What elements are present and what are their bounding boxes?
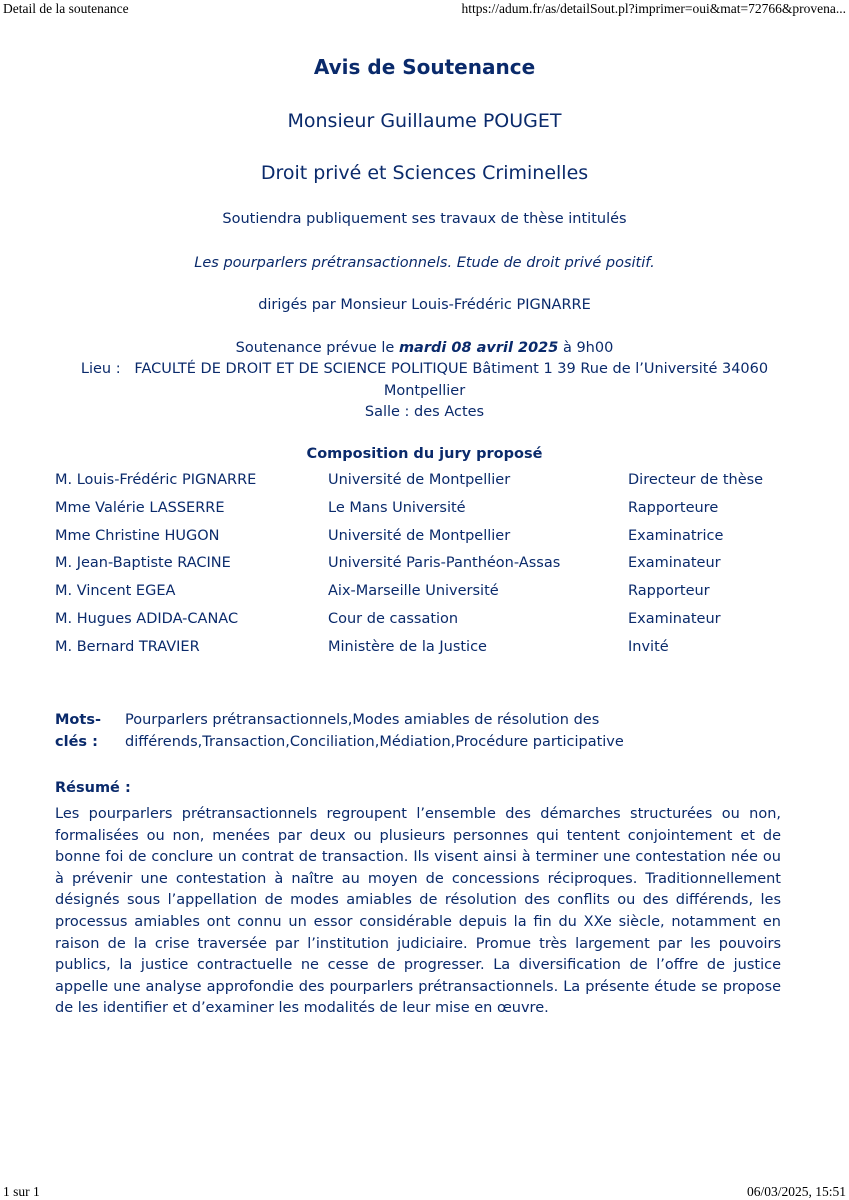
jury-member-name: M. Bernard TRAVIER [55,638,200,655]
jury-member-name: M. Hugues ADIDA-CANAC [55,610,239,627]
jury-member-name: M. Vincent EGEA [55,583,176,600]
location-line-2: Montpellier [383,383,466,399]
page-indicator: 1 sur 1 [3,1184,40,1199]
jury-member-role: Examinateur [628,555,721,572]
jury-member-role: Invité [628,638,669,655]
page-url[interactable]: https://adum.fr/as/detailSout.pl?imprimer=oui&mat=72766&provena... [461,1,846,16]
keywords-section [55,709,795,755]
jury-member-name: M. Jean-Baptiste RACINE [55,555,231,572]
supervisor-line: dirigés par Monsieur Louis-Frédéric PIGNARRE [258,297,591,313]
print-header [0,1,849,19]
print-timestamp: 06/03/2025, 15:51 [746,1184,846,1199]
jury-table [55,470,809,665]
jury-title: Composition du jury proposé [306,446,543,462]
jury-member-role: Rapporteur [628,583,710,600]
page-title: Detail de la soutenance [3,1,129,16]
jury-member-institution: Le Mans Université [328,499,466,516]
keywords-label: Mots-clés : [55,712,101,750]
intro-text: Soutiendra publiquement ses travaux de thèse intitulés [222,211,627,227]
jury-row [55,637,809,665]
discipline: Droit privé et Sciences Criminelles [260,162,589,184]
jury-member-institution: Université de Montpellier [328,527,511,544]
notice-title: Avis de Soutenance [313,55,536,79]
jury-row [55,609,809,637]
jury-member-institution: Université Paris-Panthéon-Assas [328,555,561,572]
jury-row [55,526,809,554]
date-prefix: Soutenance prévue le [235,340,399,356]
thesis-title: Les pourparlers prétransactionnels. Etude de droit privé positif. [194,255,655,271]
jury-member-role: Examinatrice [628,527,724,544]
location-line-1: Lieu : FACULTÉ DE DROIT ET DE SCIENCE POLITIQUE Bâtiment 1 39 Rue de l’Université 34060 [80,361,769,377]
defense-date: mardi 08 avril 2025 [398,340,559,356]
jury-member-role: Examinateur [628,610,721,627]
date-line [0,340,849,356]
jury-member-institution: Aix-Marseille Université [328,583,499,600]
date-suffix: à 9h00 [558,340,614,356]
jury-member-role: Directeur de thèse [628,472,764,488]
summary-text: Les pourparlers prétransactionnels regroupent l’ensemble des démarches structurées ou non, formalisées ou non, menées par deux ou plusieurs personnes qui tentent conjointement et de bonne foi de conclure un contrat de transaction. Ils visent ainsi à terminer une contestation née ou à prévenir une contestation à naître au moyen de concessions réciproques. Traditionnellement désignés sous l’appellation de modes amiables de résolution des conflits ou des différends, les processus amiables ont connu un essor considérable depuis la fin du XXe siècle, notamment en raison de la crise traversée par l’institution judiciaire. Promue très largement par les pouvoirs publics, la justice contractuelle ne cesse de progresser. La diversification de l’offre de justice appelle une analyse approfondie des pourparlers prétransactionnels. La présente étude se propose de les identifier et d’examiner les modalités de leur mise en œuvre. [55,806,781,1017]
jury-row [55,498,809,526]
jury-member-institution: Ministère de la Justice [328,638,487,655]
jury-member-institution: Université de Montpellier [328,472,511,488]
jury-member-name: Mme Valérie LASSERRE [55,499,225,516]
jury-row [55,470,809,498]
print-footer [0,1184,849,1200]
jury-row [55,581,809,609]
jury-member-role: Rapporteure [628,499,719,516]
room-line: Salle : des Actes [364,404,485,420]
candidate-name: Monsieur Guillaume POUGET [287,110,562,132]
jury-member-institution: Cour de cassation [328,610,459,627]
jury-row [55,553,809,581]
jury-member-name: M. Louis-Frédéric PIGNARRE [55,472,257,488]
keywords-text: Pourparlers prétransactionnels,Modes amiables de résolution des différends,Transaction,Conciliation,Médiation,Procédure participative [125,712,624,750]
summary-label: Résumé : [55,780,131,796]
jury-member-name: Mme Christine HUGON [55,527,220,544]
